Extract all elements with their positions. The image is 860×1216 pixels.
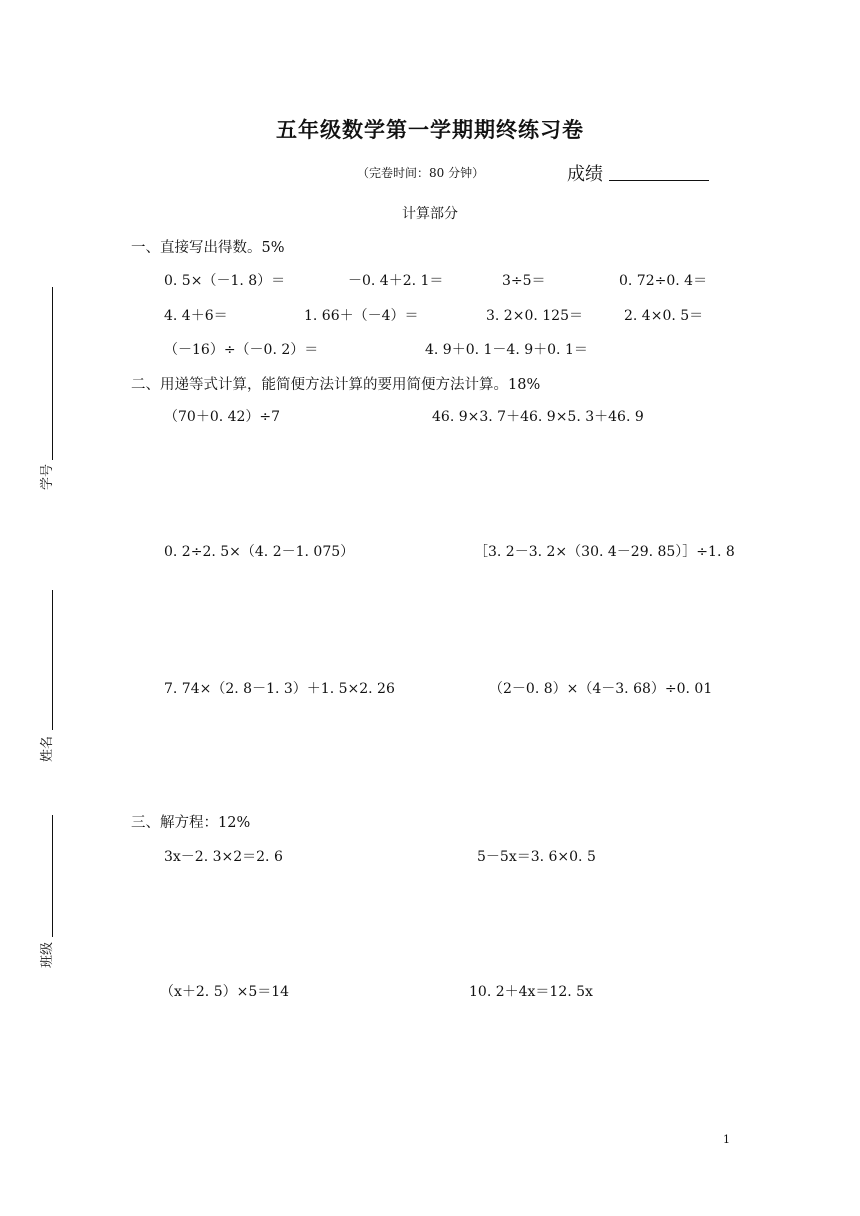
part1-item: 2. 4×0. 5＝ [624,308,704,324]
time-note: （完卷时间：80 分钟） [357,166,485,180]
student-id-blank-line[interactable] [52,287,53,460]
score-label: 成绩 [567,164,603,185]
part3-heading: 三、解方程：12% [131,815,251,831]
part1-item: （－16）÷（－0. 2）＝ [164,342,319,358]
class-blank-line[interactable] [52,815,53,937]
part1-item: 4. 4＋6＝ [164,308,228,324]
name-label: 姓名 [40,735,55,762]
part2-item: 46. 9×3. 7＋46. 9×5. 3＋46. 9 [432,409,644,425]
part1-item: 0. 5×（－1. 8）＝ [164,273,286,289]
part1-item: 3. 2×0. 125＝ [486,308,583,324]
part1-item: 3÷5＝ [502,273,546,289]
part3-item: （x＋2. 5）×5＝14 [160,984,290,1000]
part2-item: 7. 74×（2. 8－1. 3）＋1. 5×2. 26 [164,681,395,697]
part1-item: 1. 66＋（－4）＝ [304,308,419,324]
part2-heading: 二、用递等式计算，能简便方法计算的要用简便方法计算。18% [131,377,541,393]
class-label: 班级 [40,941,55,968]
part1-heading: 一、直接写出得数。5% [131,240,285,256]
score-blank-line[interactable] [609,180,709,181]
student-id-label: 学号 [40,463,55,490]
part2-item: 0. 2÷2. 5×（4. 2－1. 075） [164,544,355,560]
part3-item: 5－5x＝3. 6×0. 5 [477,849,596,865]
part1-item: 4. 9＋0. 1－4. 9＋0. 1＝ [425,342,588,358]
part2-item: （70＋0. 42）÷7 [164,409,281,425]
part3-item: 3x－2. 3×2＝2. 6 [164,849,283,865]
part1-item: －0. 4＋2. 1＝ [348,273,444,289]
name-blank-line[interactable] [52,590,53,730]
part2-item: （2－0. 8）×（4－3. 68）÷0. 01 [489,681,713,697]
part2-item: ［3. 2－3. 2×（30. 4－29. 85）］÷1. 8 [474,544,735,560]
section-title: 计算部分 [402,206,458,222]
part1-item: 0. 72÷0. 4＝ [619,273,708,289]
page-number: 1 [723,1133,730,1146]
part3-item: 10. 2＋4x＝12. 5x [469,984,593,1000]
page-title: 五年级数学第一学期期终练习卷 [276,117,584,142]
